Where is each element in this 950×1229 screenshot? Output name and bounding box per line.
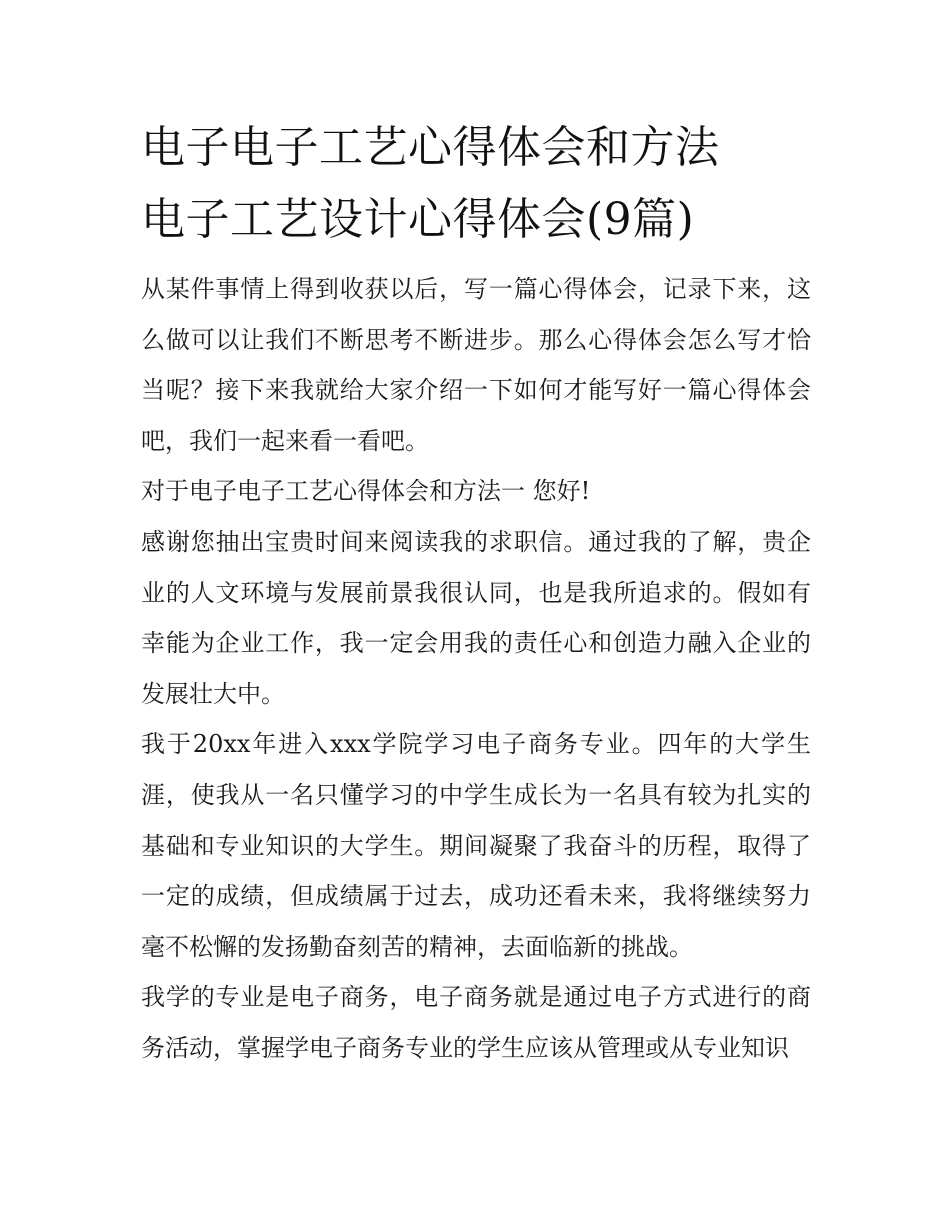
document-body <box>141 112 811 1074</box>
major-paragraph: 我学的专业是电子商务，电子商务就是通过电子方式进行的商务活动，掌握学电子商务专业的学生应该从管理或从专业知识 <box>141 983 811 1062</box>
title-line-1: 电子电子工艺心得体会和方法 <box>141 122 720 173</box>
intro-paragraph: 从某件事情上得到收获以后，写一篇心得体会，记录下来，这么做可以让我们不断思考不断进步。那么心得体会怎么写才恰当呢？接下来我就给大家介绍一下如何才能写好一篇心得体会吧，我们一起来看一看吧。 <box>141 275 811 455</box>
title-line-2: 电子工艺设计心得体会(9篇) <box>141 194 695 245</box>
thanks-paragraph: 感谢您抽出宝贵时间来阅读我的求职信。通过我的了解，贵企业的人文环境与发展前景我很认同，也是我所追求的。假如有幸能为企业工作，我一定会用我的责任心和创造力融入企业的发展壮大中。 <box>141 527 811 708</box>
education-paragraph: 我于20xx年进入xxx学院学习电子商务专业。四年的大学生涯，使我从一名只懂学习的中学生成长为一名具有较为扎实的基础和专业知识的大学生。期间凝聚了我奋斗的历程，取得了一定的成绩，但成绩属于过去，成功还看未来，我将继续努力毫不松懈的发扬勤奋刻苦的精神，去面临新的挑战。 <box>141 730 811 961</box>
document-title <box>141 112 811 256</box>
greeting-paragraph: 对于电子电子工艺心得体会和方法一 您好! <box>141 477 591 506</box>
